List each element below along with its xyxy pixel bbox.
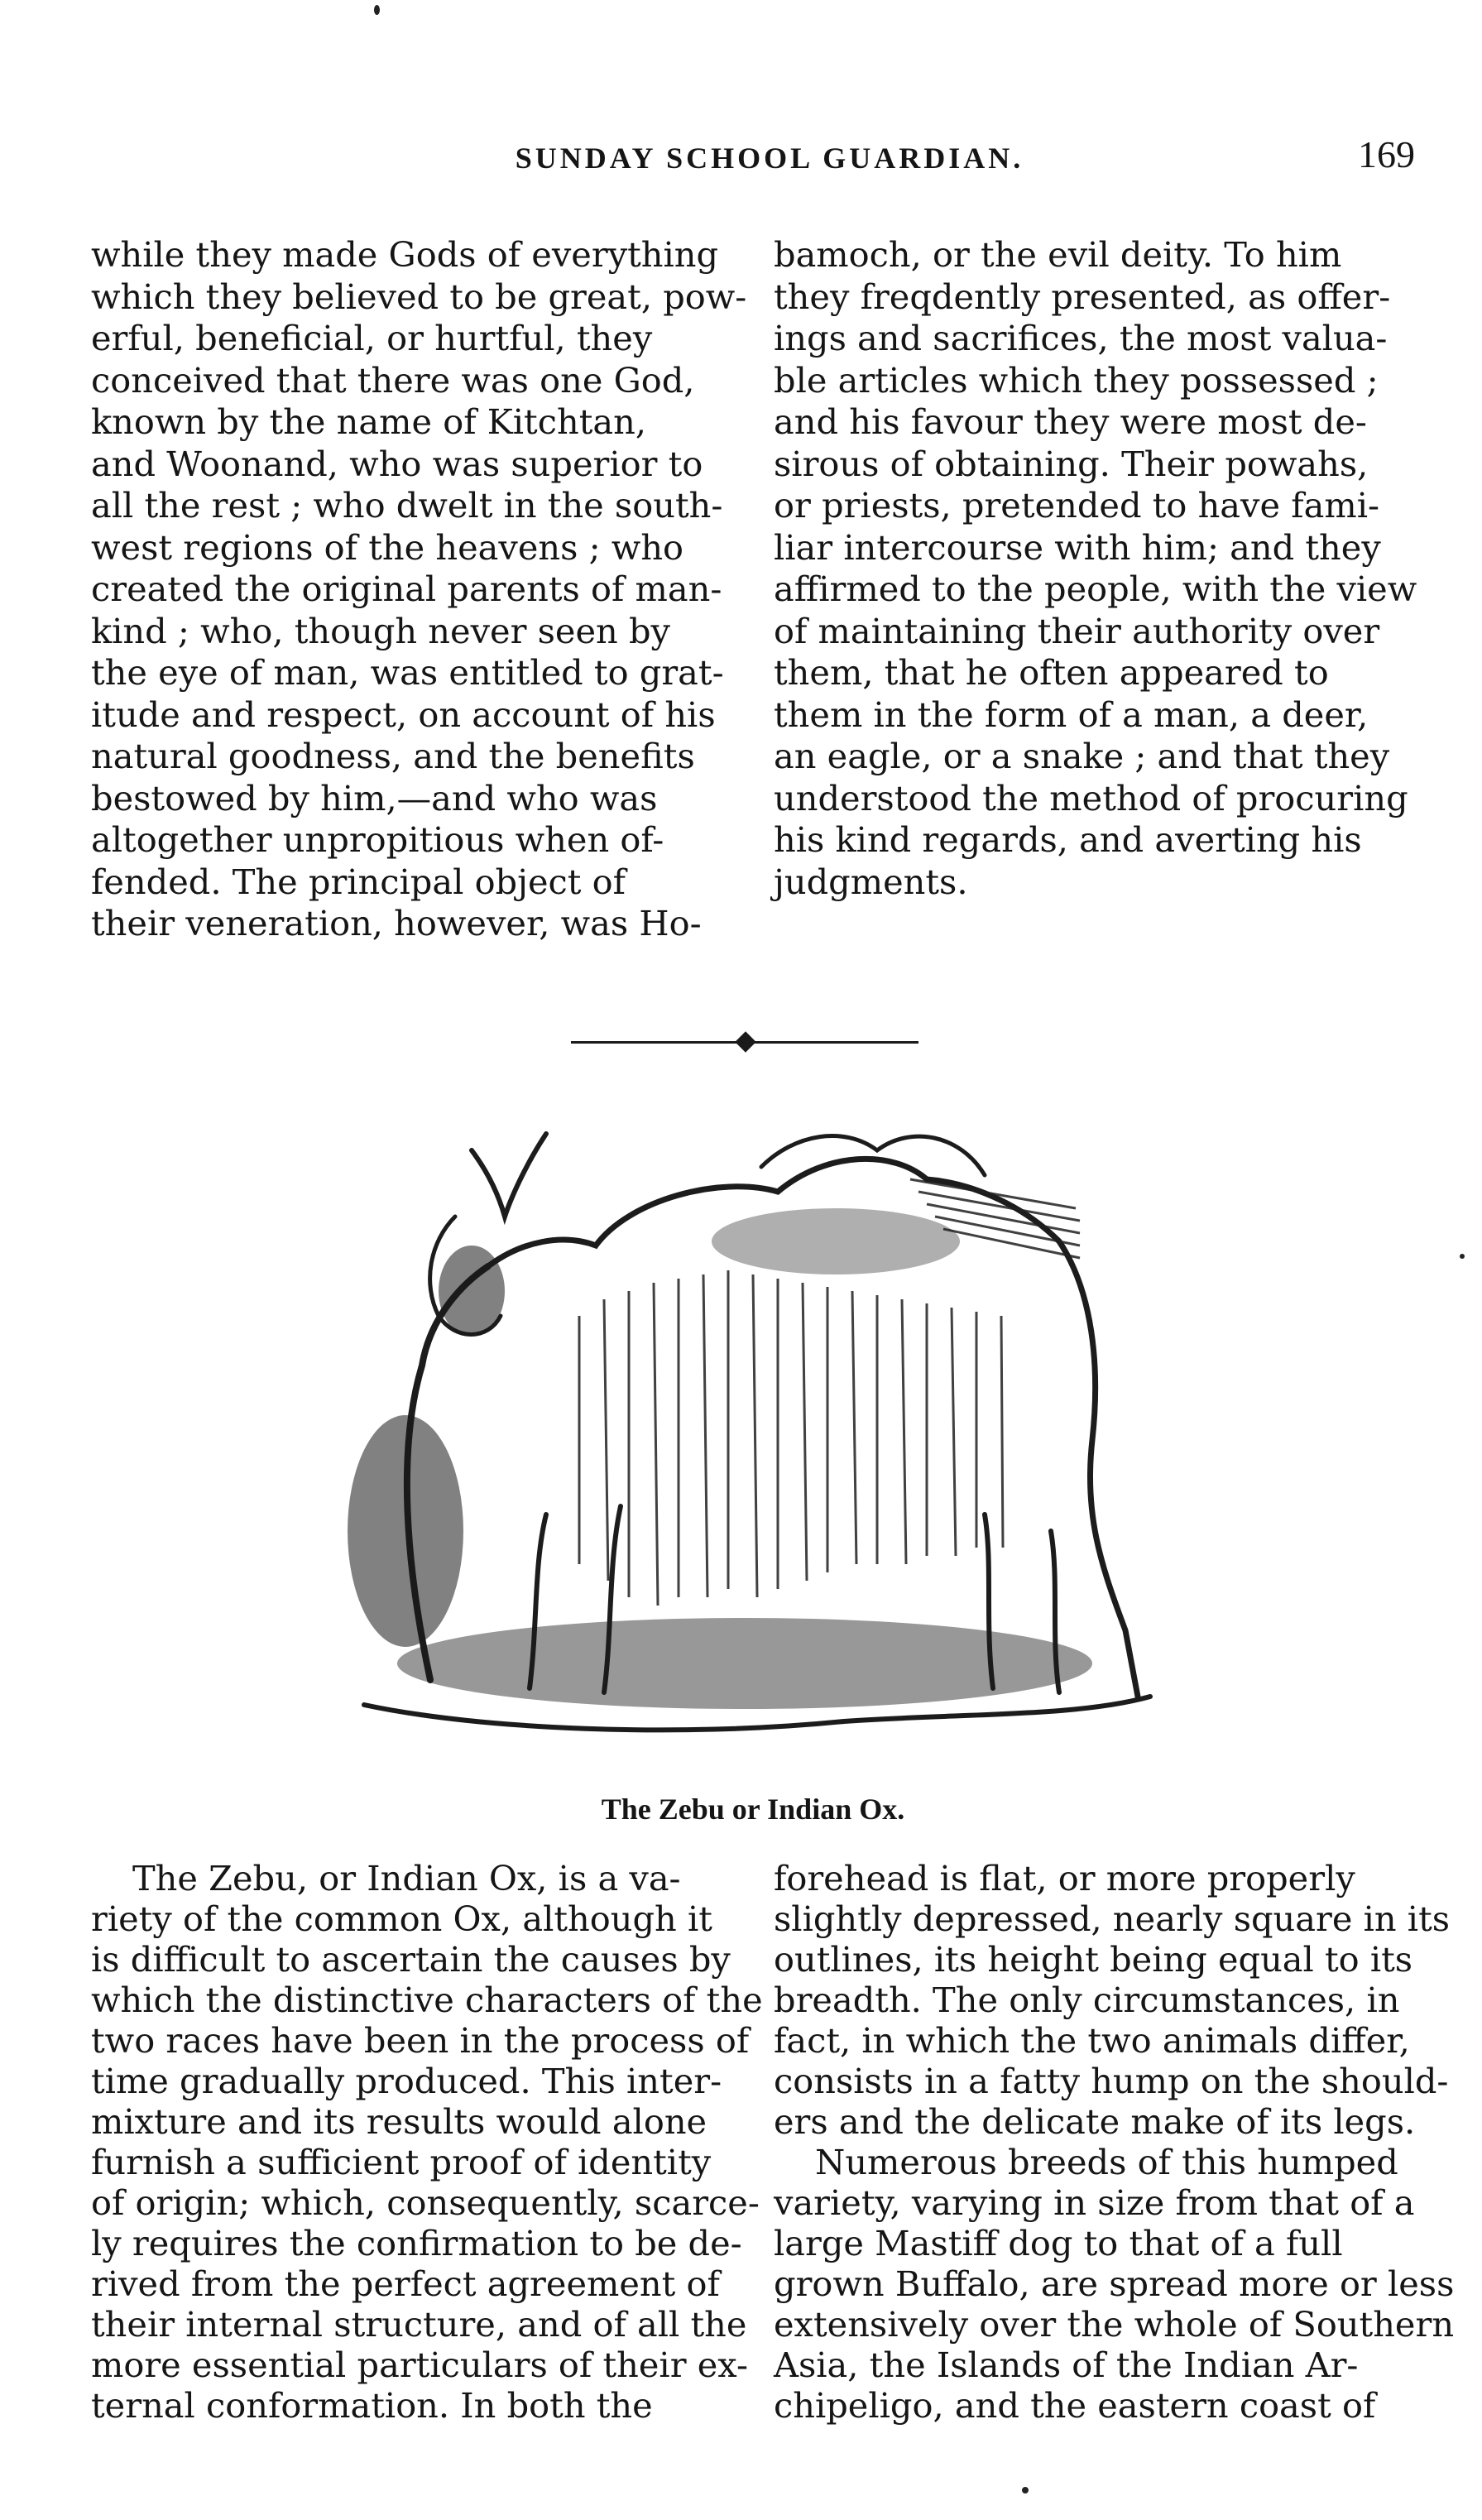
- text-line: understood the method of procuring: [774, 777, 1408, 818]
- text-line: an eagle, or a snake ; and that they: [774, 736, 1390, 776]
- text-line: time gradually produced. This inter-: [91, 2061, 722, 2101]
- text-line: two races have been in the process of: [91, 2020, 750, 2061]
- text-line: ternal conformation. In both the: [91, 2385, 653, 2426]
- text-line: their internal structure, and of all the: [91, 2304, 747, 2345]
- text-line: outlines, its height being equal to its: [774, 1939, 1413, 1980]
- text-line: itude and respect, on account of his: [91, 694, 716, 735]
- text-line: sirous of obtaining. Their powahs,: [774, 443, 1369, 484]
- text-line: their veneration, however, was Ho-: [91, 903, 702, 943]
- zebu-illustration: [331, 1101, 1175, 1771]
- text-line: variety, varying in size from that of a: [774, 2182, 1415, 2223]
- text-line: kind ; who, though never seen by: [91, 610, 670, 651]
- text-line: fended. The principal object of: [91, 861, 626, 902]
- text-line: liar intercourse with him; and they: [774, 526, 1381, 568]
- text-line: riety of the common Ox, although it: [91, 1898, 712, 1939]
- text-line: furnish a sufficient proof of identity: [91, 2142, 712, 2182]
- text-line: bestowed by him,—and who was: [91, 777, 658, 818]
- text-line: the eye of man, was entitled to grat-: [91, 652, 724, 693]
- text-line: of maintaining their authority over: [774, 610, 1380, 651]
- ink-speck: [374, 5, 380, 15]
- text-line: ble articles which they possessed ;: [774, 359, 1379, 401]
- text-line: bamoch, or the evil deity. To him: [774, 234, 1342, 275]
- text-line: rived from the perfect agreement of: [91, 2263, 720, 2304]
- running-title: SUNDAY SCHOOL GUARDIAN.: [515, 142, 1024, 175]
- text-line: they freqdently presented, as offer-: [774, 276, 1391, 317]
- text-line: Asia, the Islands of the Indian Ar-: [774, 2345, 1359, 2385]
- text-line: west regions of the heavens ; who: [91, 526, 684, 568]
- text-line: is difficult to ascertain the causes by: [91, 1939, 731, 1980]
- text-line: which they believed to be great, pow-: [91, 276, 747, 317]
- ink-speck: [1460, 1254, 1465, 1259]
- text-line: affirmed to the people, with the view: [774, 569, 1417, 609]
- illustration-caption: The Zebu or Indian Ox.: [601, 1793, 905, 1826]
- text-line: of origin; which, consequently, scarce-: [91, 2182, 760, 2223]
- text-line: natural goodness, and the benefits: [91, 736, 695, 776]
- text-line: them in the form of a man, a deer,: [774, 694, 1369, 735]
- text-line: created the original parents of man-: [91, 569, 722, 609]
- text-line: large Mastiff dog to that of a full: [774, 2223, 1343, 2263]
- text-line: consists in a fatty hump on the should-: [774, 2061, 1449, 2101]
- ink-speck: [1022, 2487, 1029, 2494]
- text-line: grown Buffalo, are spread more or less: [774, 2263, 1455, 2304]
- column-bottom-right: [774, 1858, 1455, 2426]
- text-line: them, that he often appeared to: [774, 652, 1329, 693]
- text-line: erful, beneficial, or hurtful, they: [91, 318, 653, 358]
- text-line: fact, in which the two animals differ,: [774, 2020, 1410, 2061]
- text-line: which the distinctive characters of the: [91, 1980, 763, 2020]
- text-line: while they made Gods of everything: [91, 234, 719, 275]
- text-line: forehead is flat, or more properly: [774, 1858, 1355, 1898]
- text-line: and his favour they were most de-: [774, 401, 1367, 442]
- column-top-right: [774, 234, 1417, 903]
- text-line: breadth. The only circumstances, in: [774, 1980, 1400, 2020]
- text-line: slightly depressed, nearly square in its: [774, 1898, 1451, 1939]
- column-bottom-left: [91, 1858, 763, 2426]
- text-line: chipeligo, and the eastern coast of: [774, 2385, 1376, 2426]
- text-line: mixture and its results would alone: [91, 2101, 707, 2142]
- text-line: Numerous breeds of this humped: [815, 2142, 1398, 2182]
- divider-ornament: [735, 1031, 755, 1052]
- text-line: or priests, pretended to have fami-: [774, 485, 1379, 526]
- text-line: all the rest ; who dwelt in the south-: [91, 485, 723, 526]
- text-line: conceived that there was one God,: [91, 359, 695, 401]
- text-line: ly requires the confirmation to be de-: [91, 2223, 742, 2263]
- text-line: his kind regards, and averting his: [774, 819, 1362, 860]
- text-line: judgments.: [774, 861, 968, 902]
- text-line: The Zebu, or Indian Ox, is a va-: [132, 1858, 681, 1898]
- text-line: extensively over the whole of Southern: [774, 2304, 1455, 2345]
- text-line: and Woonand, who was superior to: [91, 443, 703, 484]
- text-line: more essential particulars of their ex-: [91, 2345, 748, 2385]
- text-line: altogether unpropitious when of-: [91, 819, 664, 860]
- text-line: ings and sacrifices, the most valua-: [774, 318, 1388, 358]
- page-number: 169: [1358, 133, 1415, 175]
- column-top-left: [91, 234, 745, 945]
- text-line: known by the name of Kitchtan,: [91, 401, 647, 442]
- text-line: ers and the delicate make of its legs.: [774, 2101, 1416, 2142]
